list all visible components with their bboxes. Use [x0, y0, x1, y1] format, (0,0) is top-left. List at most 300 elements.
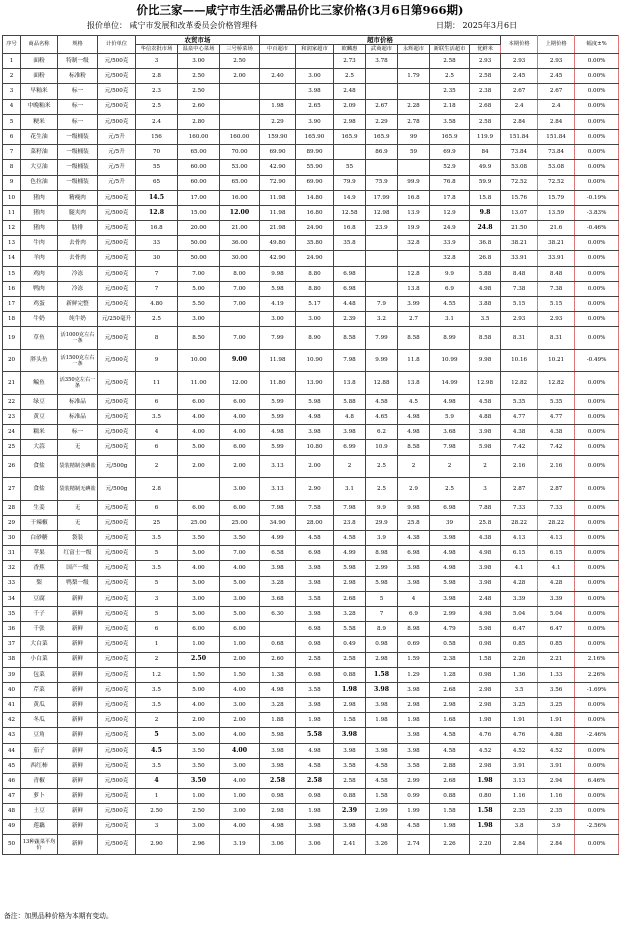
market-price: 159.90	[260, 129, 296, 144]
market-price	[366, 728, 398, 743]
change-percent: 0.00%	[575, 606, 619, 621]
market-price: 52.9	[430, 160, 470, 175]
product-name: 胖头鱼	[21, 349, 58, 372]
row-number: 8	[3, 160, 21, 175]
current-price: 53.08	[501, 160, 538, 175]
market-price: 3.68	[430, 425, 470, 440]
market-price: 4.99	[260, 531, 296, 546]
market-price: 2	[136, 652, 178, 667]
market-price: 6	[136, 500, 178, 515]
change-percent: 0.00%	[575, 327, 619, 350]
market-price: 2.58	[334, 774, 366, 789]
product-spec: 无	[58, 440, 98, 455]
market-price: 2.74	[398, 834, 430, 855]
market-price: 2.50	[178, 84, 220, 99]
market-price: 2.68	[430, 682, 470, 697]
market-price: 3.19	[220, 834, 260, 855]
market-price: 7.99	[260, 327, 296, 350]
product-spec: 去骨肉	[58, 251, 98, 266]
market-price: 3.00	[220, 758, 260, 773]
market-price: 3.1	[334, 478, 366, 501]
market-price: 2.58	[430, 54, 470, 69]
product-name: 苹果	[21, 546, 58, 561]
market-price	[178, 478, 220, 501]
market-price: 5.00	[178, 440, 220, 455]
previous-price: 6.15	[538, 546, 575, 561]
previous-price: 3.56	[538, 682, 575, 697]
market-price: 7.98	[334, 349, 366, 372]
market-price: 30.00	[220, 251, 260, 266]
market-price: 2.98	[334, 698, 366, 713]
market-price: 26.8	[470, 251, 501, 266]
market-price: 7	[366, 606, 398, 621]
market-price	[220, 114, 260, 129]
price-unit: 元/500克	[98, 190, 136, 205]
market-price: 7	[136, 266, 178, 281]
market-price: 25.00	[178, 515, 220, 530]
product-spec: 新鲜	[58, 622, 98, 637]
row-number: 20	[3, 349, 21, 372]
market-price: 2.3	[136, 84, 178, 99]
market-price: 3.98	[398, 743, 430, 758]
product-spec: 一级桶装	[58, 129, 98, 144]
product-name: 西红柿	[21, 758, 58, 773]
market-price: 2.90	[296, 478, 334, 501]
product-name: 菜籽油	[21, 145, 58, 160]
current-price: 7.42	[501, 440, 538, 455]
market-price: 72.90	[260, 175, 296, 190]
table-row	[3, 327, 619, 350]
market-price	[366, 69, 398, 84]
change-percent: 2.16%	[575, 652, 619, 667]
row-number: 30	[3, 531, 21, 546]
table-row	[3, 160, 619, 175]
market-price: 2.5	[366, 478, 398, 501]
market-price: 4.88	[470, 410, 501, 425]
row-number: 29	[3, 515, 21, 530]
market-price: 16.00	[220, 190, 260, 205]
product-spec: 新鲜	[58, 758, 98, 773]
table-row	[3, 637, 619, 652]
market-price: 3.99	[398, 297, 430, 312]
product-spec: 精瘦肉	[58, 190, 98, 205]
price-unit: 元/500克	[98, 713, 136, 728]
market-price: 3.2	[366, 312, 398, 327]
market-price: 7.00	[220, 327, 260, 350]
market-price: 1.98	[334, 682, 366, 697]
market-price: 4.58	[366, 774, 398, 789]
market-price: 0.98	[296, 667, 334, 682]
market-price: 2.58	[470, 114, 501, 129]
market-price: 7.00	[220, 281, 260, 296]
previous-price: 10.21	[538, 349, 575, 372]
market-price: 3	[136, 819, 178, 834]
row-number: 6	[3, 129, 21, 144]
market-price: 3.98	[296, 819, 334, 834]
market-price: 42.90	[260, 160, 296, 175]
previous-price: 2.16	[538, 455, 575, 478]
product-spec: 新鲜	[58, 713, 98, 728]
row-number: 34	[3, 591, 21, 606]
product-spec: 新鲜	[58, 774, 98, 789]
market-price: 7.88	[470, 500, 501, 515]
table-row	[3, 758, 619, 773]
change-percent: 0.00%	[575, 698, 619, 713]
market-price: 3.5	[136, 561, 178, 576]
market-price: 3.50	[178, 774, 220, 789]
market-price: 11	[136, 372, 178, 395]
market-price: 2.60	[260, 652, 296, 667]
market-price: 35.8	[334, 236, 366, 251]
market-price: 0.88	[334, 789, 366, 804]
previous-price: 3.91	[538, 758, 575, 773]
product-spec: 新鲜	[58, 834, 98, 855]
previous-price: 4.38	[538, 425, 575, 440]
change-percent: 0.00%	[575, 54, 619, 69]
row-number: 11	[3, 205, 21, 220]
current-price: 33.91	[501, 251, 538, 266]
market-price: 4.00	[220, 819, 260, 834]
market-price: 3.98	[296, 84, 334, 99]
table-row	[3, 99, 619, 114]
market-price: 69.90	[260, 145, 296, 160]
market-price: 32.8	[430, 251, 470, 266]
market-price: 3.98	[366, 682, 398, 697]
row-number: 32	[3, 561, 21, 576]
change-percent: 0.00%	[575, 743, 619, 758]
market-price: 53.00	[220, 160, 260, 175]
market-price: 79.9	[334, 175, 366, 190]
change-percent: -1.69%	[575, 682, 619, 697]
market-price: 6.00	[178, 394, 220, 409]
market-price: 5	[136, 546, 178, 561]
market-price: 7.99	[366, 327, 398, 350]
market-price: 4.98	[260, 819, 296, 834]
header-change: 幅度±%	[575, 36, 619, 54]
market-price: 1.00	[220, 637, 260, 652]
market-price	[260, 54, 296, 69]
row-number: 33	[3, 576, 21, 591]
price-unit: 元/500克	[98, 281, 136, 296]
row-number: 47	[3, 789, 21, 804]
market-price: 65.00	[220, 175, 260, 190]
market-price: 2.98	[470, 682, 501, 697]
product-spec: 标一	[58, 114, 98, 129]
previous-price: 1.33	[538, 667, 575, 682]
row-number: 38	[3, 652, 21, 667]
price-unit: 元/500克	[98, 667, 136, 682]
market-price: 2.29	[260, 114, 296, 129]
change-percent: 6.46%	[575, 774, 619, 789]
product-name: 早籼米	[21, 84, 58, 99]
product-name: 面粉	[21, 69, 58, 84]
price-unit: 元/500克	[98, 515, 136, 530]
market-price: 13.90	[296, 372, 334, 395]
market-price: 2	[136, 455, 178, 478]
product-name: 土豆	[21, 804, 58, 819]
market-price: 3	[470, 478, 501, 501]
current-price: 1.91	[501, 713, 538, 728]
market-price: 12.00	[220, 372, 260, 395]
product-spec: 标准品	[58, 394, 98, 409]
current-price: 4.1	[501, 561, 538, 576]
market-price: 2.48	[470, 591, 501, 606]
market-price: 4.00	[178, 425, 220, 440]
market-price: 0.98	[296, 789, 334, 804]
market-price: 3.58	[430, 114, 470, 129]
market-price: 4.58	[334, 531, 366, 546]
market-price: 99.9	[398, 175, 430, 190]
product-spec: 活1000克左右一条	[58, 327, 98, 350]
market-price: 3.78	[366, 54, 398, 69]
market-price	[260, 84, 296, 99]
previous-price: 1.91	[538, 713, 575, 728]
market-price: 3.98	[430, 591, 470, 606]
header-market: 优鲜米	[470, 45, 501, 54]
product-spec: 新鲜	[58, 728, 98, 743]
table-row	[3, 114, 619, 129]
market-price: 1.98	[296, 804, 334, 819]
market-price: 11.98	[260, 190, 296, 205]
current-price: 73.84	[501, 145, 538, 160]
market-price: 2.93	[470, 54, 501, 69]
change-percent: 0.00%	[575, 312, 619, 327]
market-price: 9.9	[430, 266, 470, 281]
market-price: 4.98	[296, 410, 334, 425]
product-name: 青椒	[21, 774, 58, 789]
product-spec: 标一	[58, 425, 98, 440]
current-price: 28.22	[501, 515, 538, 530]
price-unit: 元/500克	[98, 789, 136, 804]
table-row	[3, 667, 619, 682]
product-name: 牛奶	[21, 312, 58, 327]
market-price: 3.98	[470, 561, 501, 576]
market-price: 4	[398, 591, 430, 606]
market-price: 3.5	[136, 758, 178, 773]
market-price: 4.98	[430, 561, 470, 576]
market-price: 1.98	[296, 713, 334, 728]
table-row	[3, 682, 619, 697]
product-spec: 活1500克左右一条	[58, 349, 98, 372]
price-unit: 元/500克	[98, 221, 136, 236]
change-percent: -0.49%	[575, 349, 619, 372]
table-row	[3, 834, 619, 855]
product-name: 鸡蛋	[21, 297, 58, 312]
change-percent: 0.00%	[575, 175, 619, 190]
market-price: 42.90	[260, 251, 296, 266]
market-price: 8.98	[366, 546, 398, 561]
price-unit: 元/500克	[98, 99, 136, 114]
market-price	[398, 160, 430, 175]
current-price: 7.38	[501, 281, 538, 296]
market-price: 2.98	[398, 698, 430, 713]
table-row	[3, 531, 619, 546]
table-row	[3, 175, 619, 190]
market-price: 7.00	[178, 266, 220, 281]
market-price: 11.8	[398, 349, 430, 372]
market-price: 3.00	[178, 591, 220, 606]
market-price: 3.00	[178, 54, 220, 69]
market-price: 70	[136, 145, 178, 160]
product-spec: 腿夹肉	[58, 205, 98, 220]
market-price: 4.00	[220, 682, 260, 697]
change-percent: 0.00%	[575, 297, 619, 312]
market-price: 6.98	[398, 546, 430, 561]
market-price: 13.8	[334, 372, 366, 395]
market-price: 0.98	[296, 637, 334, 652]
market-price: 2.67	[366, 99, 398, 114]
market-price: 3.9	[366, 531, 398, 546]
market-price: 1.98	[366, 713, 398, 728]
market-price: 50.00	[178, 251, 220, 266]
row-number: 41	[3, 698, 21, 713]
product-name: 羊肉	[21, 251, 58, 266]
product-spec: 国产一级	[58, 561, 98, 576]
product-name: 大豆油	[21, 160, 58, 175]
product-spec: 无	[58, 500, 98, 515]
previous-price: 53.08	[538, 160, 575, 175]
row-number: 35	[3, 606, 21, 621]
price-unit: 元/500克	[98, 652, 136, 667]
market-price: 12.58	[334, 205, 366, 220]
price-unit: 元/500克	[98, 425, 136, 440]
previous-price: 4.77	[538, 410, 575, 425]
price-unit: 元/5升	[98, 175, 136, 190]
market-price: 23.9	[366, 221, 398, 236]
current-price: 7.33	[501, 500, 538, 515]
header-market: 武商超市	[366, 45, 398, 54]
market-price: 6	[136, 394, 178, 409]
market-price: 5.99	[260, 440, 296, 455]
market-price: 2.99	[366, 561, 398, 576]
market-price: 8.00	[220, 266, 260, 281]
current-price: 3.5	[501, 682, 538, 697]
market-price: 4.65	[366, 410, 398, 425]
market-price: 6.98	[334, 266, 366, 281]
previous-price: 5.04	[538, 606, 575, 621]
current-price: 72.52	[501, 175, 538, 190]
row-number: 46	[3, 774, 21, 789]
market-price: 3.00	[220, 478, 260, 501]
header-market: 欧麟惠	[334, 45, 366, 54]
product-spec: 新鲜	[58, 804, 98, 819]
change-percent: 0.00%	[575, 266, 619, 281]
market-price: 2.68	[430, 774, 470, 789]
market-price: 21.98	[260, 221, 296, 236]
market-price: 7.98	[334, 500, 366, 515]
market-price: 3.50	[178, 743, 220, 758]
table-row	[3, 425, 619, 440]
market-price: 4.48	[334, 297, 366, 312]
table-row	[3, 312, 619, 327]
product-spec: 新鲜	[58, 637, 98, 652]
market-price: 4.58	[366, 394, 398, 409]
market-price: 12.00	[220, 205, 260, 220]
product-spec: 活350克左右一条	[58, 372, 98, 395]
market-price: 2.48	[334, 84, 366, 99]
table-row	[3, 129, 619, 144]
price-unit: 元/500克	[98, 69, 136, 84]
market-price: 55.90	[296, 160, 334, 175]
product-spec: 新鲜	[58, 682, 98, 697]
market-price: 2.20	[470, 834, 501, 855]
market-price	[334, 145, 366, 160]
market-price: 7.9	[366, 297, 398, 312]
change-percent: 0.00%	[575, 145, 619, 160]
row-number: 42	[3, 713, 21, 728]
product-spec: 新鲜	[58, 667, 98, 682]
price-unit: 元/500克	[98, 804, 136, 819]
market-price: 8.58	[470, 327, 501, 350]
market-price	[220, 84, 260, 99]
change-percent: 0.00%	[575, 576, 619, 591]
table-row	[3, 789, 619, 804]
market-price: 5.58	[334, 622, 366, 637]
market-price: 2.00	[178, 713, 220, 728]
market-price: 4.76	[470, 728, 501, 743]
market-price: 55	[334, 160, 366, 175]
table-row	[3, 372, 619, 395]
table-row	[3, 221, 619, 236]
row-number: 28	[3, 500, 21, 515]
market-price: 3.98	[470, 576, 501, 591]
market-price: 2.26	[430, 834, 470, 855]
market-price: 4.58	[366, 758, 398, 773]
market-price: 6.00	[178, 500, 220, 515]
product-spec: 标一	[58, 99, 98, 114]
market-price: 2.35	[430, 84, 470, 99]
report-subheader	[0, 20, 600, 32]
market-price: 0.98	[260, 789, 296, 804]
market-price: 8.90	[296, 327, 334, 350]
market-price: 1.88	[260, 713, 296, 728]
market-price: 12.8	[136, 205, 178, 220]
table-row	[3, 774, 619, 789]
row-number: 2	[3, 69, 21, 84]
market-price: 24.8	[470, 221, 501, 236]
market-price: 6	[136, 622, 178, 637]
market-price: 3.90	[296, 114, 334, 129]
market-price: 23.8	[334, 515, 366, 530]
market-price: 1.58	[366, 667, 398, 682]
market-price: 2.00	[296, 455, 334, 478]
market-price: 32.8	[398, 236, 430, 251]
table-row	[3, 478, 619, 501]
market-price: 5	[136, 606, 178, 621]
current-price: 38.21	[501, 236, 538, 251]
market-price: 16.80	[296, 205, 334, 220]
market-price: 5.88	[334, 394, 366, 409]
market-price: 35.80	[296, 236, 334, 251]
market-price: 60.00	[178, 175, 220, 190]
product-spec: 一级桶装	[58, 160, 98, 175]
change-percent: 0.00%	[575, 834, 619, 855]
row-number: 4	[3, 99, 21, 114]
change-percent: 0.00%	[575, 500, 619, 515]
product-name: 冬瓜	[21, 713, 58, 728]
market-price: 4.98	[260, 682, 296, 697]
product-spec: 肋排	[58, 221, 98, 236]
market-price: 8.80	[296, 281, 334, 296]
market-price: 49.9	[470, 160, 501, 175]
market-price: 2.50	[178, 804, 220, 819]
previous-price: 6.47	[538, 622, 575, 637]
market-price: 3.28	[334, 606, 366, 621]
change-percent: 0.00%	[575, 591, 619, 606]
market-price: 4.00	[178, 561, 220, 576]
market-price: 1.58	[470, 804, 501, 819]
table-row	[3, 205, 619, 220]
